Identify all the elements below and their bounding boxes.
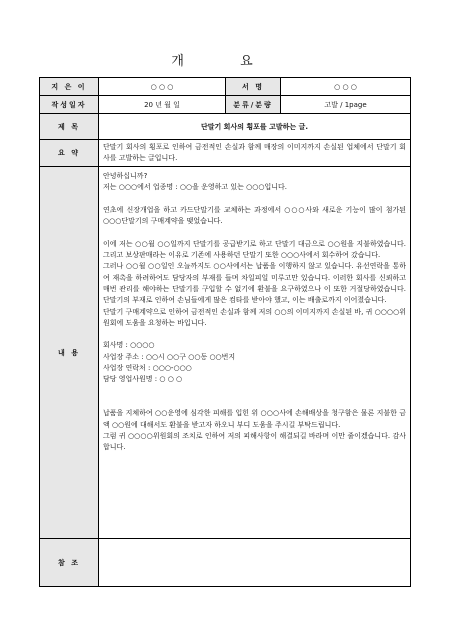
document-title: 개 요 [171,54,279,69]
date-row [40,96,411,114]
content-line: 저는 ○○○에서 업종명 : ○○을 운영하고 있는 ○○○입니다. [103,183,287,192]
summary-value: 단말기 회사의 횡포로 인하여 금전적인 손실과 함께 매장의 이미지까지 손실된 업체에서 단말기 회사를 고발하는 글입니다. [99,140,411,167]
reference-row [40,539,411,587]
content-body [99,167,411,539]
content-line: 그러나 ○○월 ○○일인 오늘까지도 ○○사에서는 납품을 이행하지 않고 있습니다. 유선연락을 통하여 재촉을 하려하여도 담당자의 부재를 들며 차일피일 미루고만 있습니다. 이러한 회사를 신뢰하고 매번 관리를 해야하는 단말기를 구입할 수 없기에 환불을 요구하였으나 이 또한 거절당하였습니다. 단말기의 부재로 인하여 손님들에게 많은 컴타를 받아야 했고, 이는 배출로까지 이어졌습니다. [103,262,406,305]
content-line: 담당 영업사원명 : ○ ○ ○ [103,375,183,384]
author-row [40,78,411,96]
signature-label: 서 명 [226,78,281,96]
content-gap [103,194,406,205]
summary-label: 요 약 [40,140,99,167]
content-gap [103,386,406,397]
content-line: 이에 저는 ○○월 ○○일까지 단말기를 공급받기로 하고 단말기 대금으로 ○○원을 지불하였습니다. 그리고 보상판매라는 이유로 기존에 사용하던 단말기 또한 ○○○사에서 회수하여 갔습니다. [103,239,406,260]
date-value: 20 년 월 일 [99,96,226,114]
signature-value: ○ ○ ○ [281,78,411,96]
author-value: ○ ○ ○ [99,78,226,96]
subject-value: 단말기 회사의 횡포를 고발하는 글. [99,114,411,140]
summary-row [40,140,411,167]
content-line: 사업장 주소 : ○○시 ○○구 ○○동 ○○번지 [103,352,236,361]
content-label: 내 용 [40,167,99,539]
subject-label: 제 목 [40,114,99,140]
category-label: 분류/분량 [226,96,281,114]
content-line: 단말기 구매계약으로 인하여 금전적인 손실과 함께 저의 ○○의 이미지까지 손실된 바, 귀 ○○○○위원회에 도움을 요청하는 바입니다. [103,307,406,327]
content-gap [103,329,406,340]
content-gap [103,397,406,408]
summary-form-table [39,77,411,587]
content-line: 납품을 지체하여 ○○운영에 심각한 피해를 입힌 위 ○○○사에 손해배상을 청구함은 물론 지불한 금액 ○○원에 대해서도 환불을 받고자 하오니 부디 도움을 주시길 부탁드립니다. [103,409,406,429]
category-value: 고발 / 1page [281,96,411,114]
content-line: 그럼 귀 ○○○○위원회의 조치로 인하여 저의 피해사항이 해결되길 바라며 이만 줄이겠습니다. 감사합니다. [103,431,406,452]
date-label: 작성일자 [40,96,99,114]
reference-value [99,539,411,587]
content-line: 회사명 : ○○○○ [103,341,155,350]
reference-label: 참 조 [40,539,99,587]
content-row [40,167,411,539]
content-line: 안녕하십니까? [103,172,148,180]
author-label: 지 은 이 [40,78,99,96]
content-gap [103,227,406,238]
content-line: 사업장 연락처 : ○○○-○○○ [103,364,192,373]
subject-row [40,114,411,140]
content-line: 연초에 신장개업을 하고 카드단말기를 교체하는 과정에서 ○○○사와 새로운 기능이 많이 첨가된 ○○○단말기의 구매계약을 맺었습니다. [103,205,406,226]
